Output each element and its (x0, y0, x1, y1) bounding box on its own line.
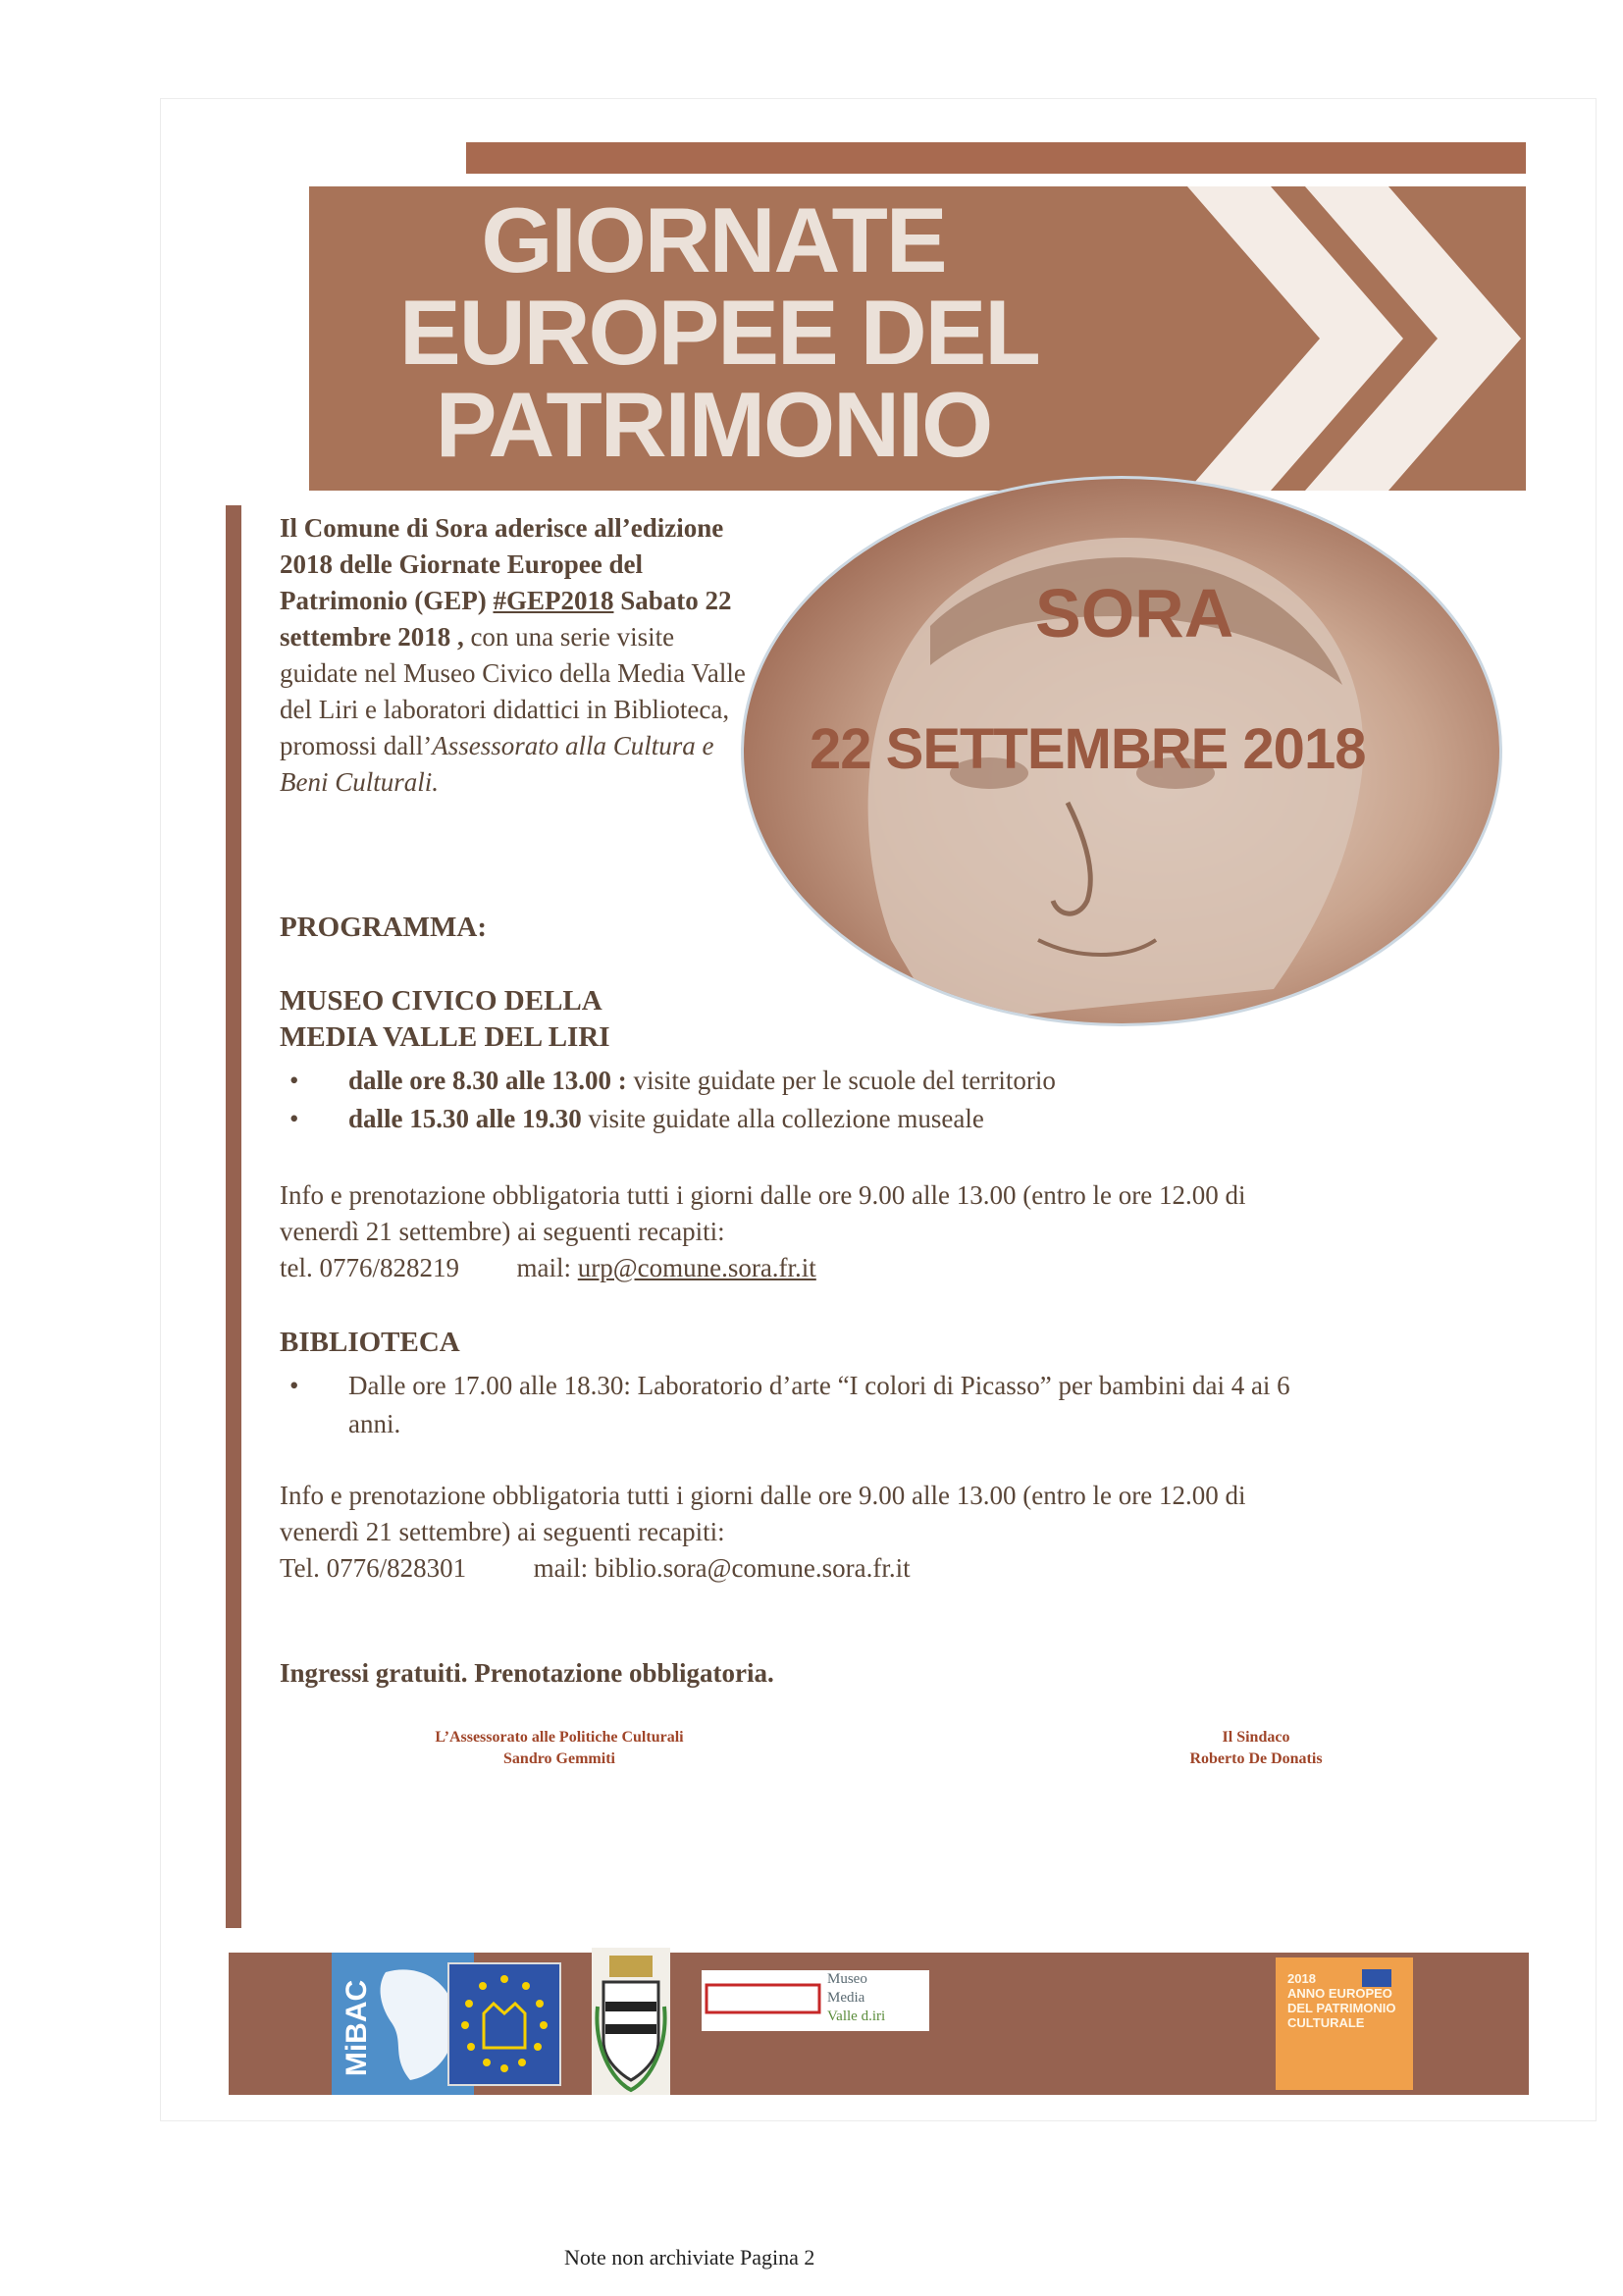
anno-line: 2018 (1287, 1971, 1316, 1986)
signature-left (373, 1727, 746, 1770)
biblioteca-mail[interactable]: mail: biblio.sora@comune.sora.fr.it (533, 1553, 911, 1583)
biblioteca-contacts (280, 1550, 911, 1587)
eu-heritage-logo (447, 1962, 561, 2086)
anno-europeo-logo (1276, 1957, 1413, 2090)
chevron-arrows-icon (1187, 186, 1526, 491)
programma-heading: PROGRAMMA: (280, 912, 488, 943)
intro-lead: Il Comune di Sora aderisce all’edizione 2018 delle Giornate Europee del Patrimonio (GEP) (280, 513, 724, 615)
banner-title-line: PATRIMONIO (435, 373, 992, 476)
museo-heading-line1: MUSEO CIVICO DELLA (280, 985, 602, 1017)
intro-body: con una serie visite guidate nel Museo Civico della Media Valle del Liri e laboratori didattici in Biblioteca, promossi dall’ (280, 622, 746, 760)
banner-title-line: GIORNATE (481, 188, 946, 291)
museo-info-line2: venerdì 21 settembre) ai seguenti recapiti: (280, 1217, 725, 1246)
list-item-time: dalle ore 8.30 alle 13.00 : (348, 1066, 627, 1095)
city-crest-logo (592, 1948, 670, 2095)
museo-logo-line: Museo (827, 1971, 867, 1987)
eu-stars-icon (449, 1964, 559, 2084)
anno-line: DEL PATRIMONIO (1287, 2001, 1396, 2015)
signature-right (1128, 1727, 1384, 1770)
biblioteca-heading: BIBLIOTECA (280, 1327, 460, 1358)
mibac-text: MiBAC (340, 1979, 373, 2077)
museo-heading-line2: MEDIA VALLE DEL LIRI (280, 1021, 610, 1053)
museo-tel: tel. 0776/828219 (280, 1253, 459, 1282)
museo-mail-label: mail: (516, 1253, 571, 1282)
banner-title (399, 188, 1039, 476)
anno-europeo-text (1287, 1971, 1396, 2030)
city-heading: SORA (1035, 575, 1234, 652)
top-strip (466, 142, 1526, 174)
biblioteca-info-line2: venerdì 21 settembre) ai seguenti recapiti: (280, 1517, 725, 1546)
museo-contacts (280, 1250, 816, 1286)
intro-paragraph (280, 510, 751, 801)
bullet: • (289, 1066, 299, 1095)
museo-logo (702, 1970, 929, 2031)
banner-title-line: EUROPEE DEL (399, 281, 1039, 384)
signature-role: Il Sindaco (1222, 1729, 1290, 1746)
event-date-heading: 22 SETTEMBRE 2018 (810, 717, 1366, 781)
biblioteca-info-line1: Info e prenotazione obbligatoria tutti i giorni dalle ore 9.00 alle 13.00 (entro le ore 12.00 di (280, 1481, 1246, 1510)
museo-info-line1: Info e prenotazione obbligatoria tutti i giorni dalle ore 9.00 alle 13.00 (entro le ore 12.00 di (280, 1180, 1246, 1210)
list-item-text: anni. (348, 1409, 401, 1438)
bullet: • (289, 1371, 299, 1400)
signature-name: Roberto De Donatis (1189, 1750, 1323, 1767)
museo-logo-line: Media (827, 1990, 865, 2006)
intro-date: Sabato 22 settembre 2018 , (280, 586, 732, 652)
logo-strip (229, 1953, 1529, 2095)
list-item-text: Dalle ore 17.00 alle 18.30: Laboratorio d’arte “I colori di Picasso” per bambini dai 4 ai 6 (348, 1371, 1290, 1400)
title-banner (309, 186, 1526, 491)
list-item-text: visite guidate per le scuole del territorio (626, 1066, 1056, 1095)
left-accent-bar (226, 505, 241, 1928)
signature-name: Sandro Gemmiti (503, 1750, 615, 1767)
museo-logo-line: Valle d.iri (827, 2009, 886, 2024)
museo-frame-icon (702, 1970, 824, 2031)
anno-line: ANNO EUROPEO (1287, 1986, 1392, 2001)
hashtag-link[interactable]: #GEP2018 (493, 586, 614, 615)
closing-note: Ingressi gratuiti. Prenotazione obbligatoria. (280, 1658, 774, 1688)
biblioteca-tel: Tel. 0776/828301 (280, 1553, 467, 1583)
intro-assessorato: Assessorato alla Cultura e Beni Culturali. (280, 731, 714, 797)
list-item-time: dalle 15.30 alle 19.30 (348, 1104, 582, 1133)
signature-role: L’Assessorato alle Politiche Culturali (435, 1729, 684, 1746)
page-footer: Note non archiviate Pagina 2 (564, 2245, 815, 2270)
museo-mail-link[interactable]: urp@comune.sora.fr.it (577, 1253, 816, 1282)
bullet: • (289, 1104, 299, 1133)
crest-icon (592, 1948, 670, 2095)
anno-line: CULTURALE (1287, 2015, 1365, 2030)
museo-logo-text (827, 1970, 885, 2026)
list-item-text: visite guidate alla collezione museale (581, 1104, 984, 1133)
